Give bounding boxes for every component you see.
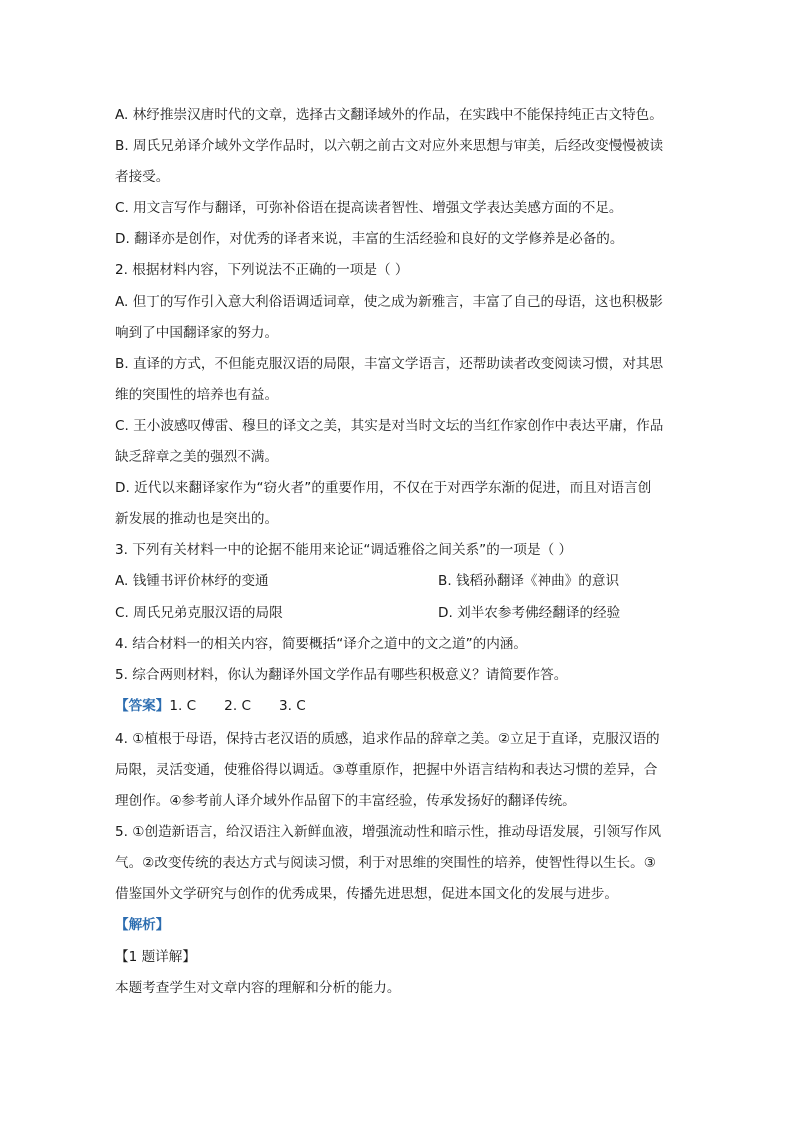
analysis-subheading: 【1 题详解】	[115, 948, 196, 965]
answer-4-line3: 理创作。④参考前人译介域外作品留下的丰富经验，传承发扬好的翻译传统。	[115, 793, 576, 810]
answer-3: 3. C	[278, 697, 306, 714]
q2-option-d-line1: D. 近代以来翻译家作为“窃火者”的重要作用，不仅在于对西学东渐的促进，而且对语言创	[115, 480, 652, 497]
q3-option-a: A. 钱锺书评价林纾的变通	[115, 573, 269, 590]
analysis-text: 本题考查学生对文章内容的理解和分析的能力。	[115, 979, 401, 996]
q2-option-c-line1: C. 王小波感叹傅雷、穆旦的译文之美，其实是对当时文坛的当红作家创作中表达平庸，作品	[115, 417, 664, 434]
q2-option-d-line2: 新发展的推动也是突出的。	[115, 511, 279, 528]
answer-5-line1: 5. ①创造新语言，给汉语注入新鲜血液，增强流动性和暗示性，推动母语发展，引领写作风	[115, 824, 662, 841]
document-page	[115, 100, 680, 1004]
answer-5-line2: 气。②改变传统的表达方式与阅读习惯，利于对思维的突围性的培养，使智性得以生长。③	[115, 855, 656, 872]
answer-2: 2. C	[224, 697, 251, 714]
q1-option-c: C. 用文言写作与翻译，可弥补俗语在提高读者智性、增强文学表达美感方面的不足。	[115, 200, 623, 217]
q4-stem: 4. 结合材料一的相关内容，简要概括“译介之道中的文之道”的内涵。	[115, 635, 527, 652]
q3-options-row-1	[115, 566, 680, 597]
answer-line	[115, 691, 680, 722]
analysis-tag: 【解析】	[115, 917, 170, 934]
q3-option-d: D. 刘半农参考佛经翻译的经验	[438, 604, 621, 621]
q2-option-a-line2: 响到了中国翻译家的努力。	[115, 324, 279, 341]
q2-option-b-line1: B. 直译的方式，不但能克服汉语的局限，丰富文学语言，还帮助读者改变阅读习惯，对其思	[115, 355, 664, 372]
q1-option-b-line1: B. 周氏兄弟译介域外文学作品时，以六朝之前古文对应外来思想与审美，后经改变慢慢被读	[115, 138, 664, 155]
q2-option-b-line2: 维的突围性的培养也有益。	[115, 386, 279, 403]
q1-option-b-line2: 者接受。	[115, 169, 170, 186]
analysis-line	[115, 910, 680, 941]
q5-stem: 5. 综合两则材料，你认为翻译外国文学作品有哪些积极意义？请简要作答。	[115, 666, 568, 683]
q3-stem: 3. 下列有关材料一中的论据不能用来论证“调适雅俗之间关系”的一项是（ ）	[115, 542, 573, 559]
q3-options-row-2	[115, 598, 680, 629]
answer-4-line2: 局限，灵活变通，使雅俗得以调适。③尊重原作，把握中外语言结构和表达习惯的差异，合	[115, 761, 658, 778]
q2-stem: 2. 根据材料内容，下列说法不正确的一项是（ ）	[115, 262, 409, 279]
answer-1: 1. C	[169, 697, 197, 714]
q2-option-a-line1: A. 但丁的写作引入意大利俗语调适词章，使之成为新雅言，丰富了自己的母语，这也积极影	[115, 293, 663, 310]
q1-option-a: A. 林纾推崇汉唐时代的文章，选择古文翻译域外的作品，在实践中不能保持纯正古文特色。	[115, 107, 663, 123]
answer-tag: 【答案】	[115, 697, 170, 714]
q3-option-b: B. 钱稻孙翻译《神曲》的意识	[438, 573, 620, 590]
q1-option-d: D. 翻译亦是创作，对优秀的译者来说，丰富的生活经验和良好的文学修养是必备的。	[115, 231, 624, 248]
q2-option-c-line2: 缺乏辞章之美的强烈不满。	[115, 449, 279, 466]
answer-4-line1: 4. ①植根于母语，保持古老汉语的质感，追求作品的辞章之美。②立足于直译，克服汉语的	[115, 730, 660, 747]
q3-option-c: C. 周氏兄弟克服汉语的局限	[115, 604, 283, 621]
answer-5-line3: 借鉴国外文学研究与创作的优秀成果，传播先进思想，促进本国文化的发展与进步。	[115, 886, 618, 903]
